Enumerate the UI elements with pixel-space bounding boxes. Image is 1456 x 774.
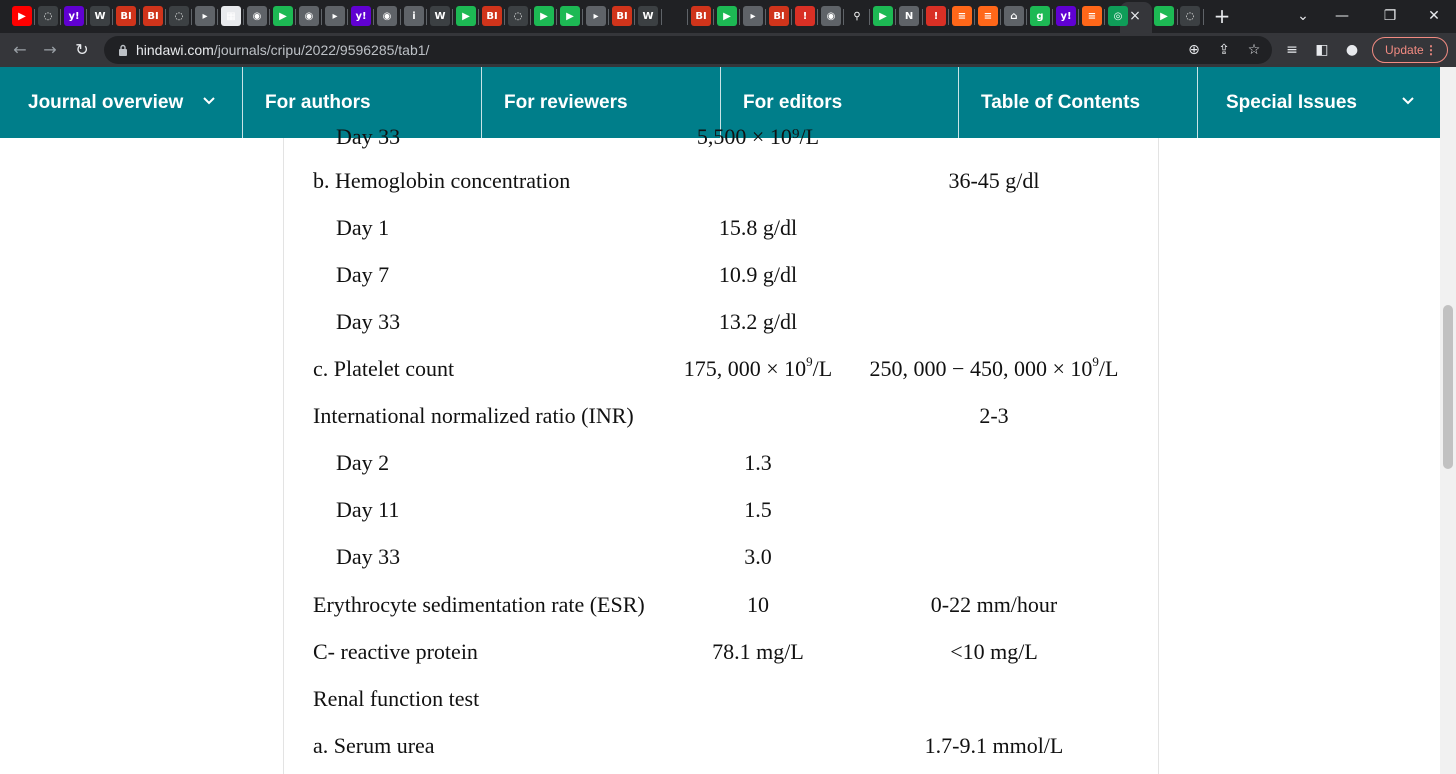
zoom-icon[interactable]: ⊕ bbox=[1188, 42, 1200, 58]
bookmark-icon[interactable]: ▸ bbox=[743, 6, 763, 26]
tab-separator bbox=[34, 9, 35, 25]
shield-icon[interactable]: ◌ bbox=[508, 6, 528, 26]
nav-journal-overview[interactable] bbox=[0, 67, 243, 138]
g-icon[interactable]: g bbox=[1030, 6, 1050, 26]
nav-label: For reviewers bbox=[504, 92, 628, 113]
shield-icon[interactable]: ◌ bbox=[38, 6, 58, 26]
row-label: Erythrocyte sedimentation rate (ESR) bbox=[313, 592, 645, 617]
tab-separator bbox=[191, 9, 192, 25]
business-insider-icon[interactable]: BI bbox=[691, 6, 711, 26]
substack-icon[interactable]: ≡ bbox=[1082, 6, 1102, 26]
bookmark-icon[interactable]: ▸ bbox=[586, 6, 606, 26]
wiki-icon[interactable]: W bbox=[430, 6, 450, 26]
table-row bbox=[284, 356, 1158, 386]
nav-label: For authors bbox=[265, 92, 371, 113]
tab-separator bbox=[634, 9, 635, 25]
back-arrow-icon[interactable]: ← bbox=[13, 40, 27, 59]
grid-icon[interactable]: ▦ bbox=[221, 6, 241, 26]
youtube-icon[interactable]: ▶ bbox=[12, 6, 32, 26]
row-label: Day 1 bbox=[336, 215, 390, 240]
table-row bbox=[284, 497, 1158, 527]
tab-separator bbox=[1104, 9, 1105, 25]
browser-tab-strip bbox=[0, 0, 1456, 33]
substack-icon[interactable]: ≡ bbox=[952, 6, 972, 26]
table-row bbox=[284, 544, 1158, 574]
tab-separator bbox=[373, 9, 374, 25]
news-icon[interactable]: N bbox=[899, 6, 919, 26]
browser-toolbar bbox=[0, 33, 1456, 67]
tab-separator bbox=[608, 9, 609, 25]
restore-icon[interactable]: ❐ bbox=[1383, 8, 1397, 24]
play-icon[interactable]: ▶ bbox=[717, 6, 737, 26]
play-icon[interactable]: ▶ bbox=[456, 6, 476, 26]
row-reference-range: 2-3 bbox=[979, 403, 1009, 428]
blank-icon[interactable] bbox=[665, 6, 685, 26]
tab-separator bbox=[452, 9, 453, 25]
tab-separator bbox=[321, 9, 322, 25]
tab-separator bbox=[739, 9, 740, 25]
tab-separator bbox=[347, 9, 348, 25]
info-icon[interactable]: i bbox=[404, 6, 424, 26]
business-insider-icon[interactable]: BI bbox=[612, 6, 632, 26]
tab-separator bbox=[582, 9, 583, 25]
row-reference-range: 1.7-9.1 mmol/L bbox=[924, 733, 1064, 758]
tab-separator bbox=[60, 9, 61, 25]
row-label: a. Serum urea bbox=[313, 733, 435, 758]
nav-special-issues[interactable] bbox=[1198, 67, 1440, 138]
row-label: Day 33 bbox=[336, 544, 401, 569]
row-value: 5,500 × 10⁹/L bbox=[696, 124, 820, 149]
update-button[interactable] bbox=[1372, 37, 1448, 63]
substack-icon[interactable]: ≡ bbox=[978, 6, 998, 26]
alert-icon[interactable]: ! bbox=[926, 6, 946, 26]
tab-separator bbox=[1177, 9, 1178, 25]
yahoo-icon[interactable]: y! bbox=[64, 6, 84, 26]
wiki-icon[interactable]: W bbox=[638, 6, 658, 26]
row-label: Day 33 bbox=[336, 309, 401, 334]
url-text bbox=[136, 42, 429, 58]
chevron-down-icon bbox=[1402, 95, 1414, 107]
globe-icon[interactable]: ◉ bbox=[821, 6, 841, 26]
table-row bbox=[284, 639, 1158, 669]
forward-arrow-icon[interactable]: → bbox=[43, 40, 57, 59]
row-value: 15.8 g/dl bbox=[718, 215, 798, 240]
value-base: 175, 000 × 10 bbox=[683, 356, 807, 381]
tab-separator bbox=[843, 9, 844, 25]
play-icon[interactable]: ▶ bbox=[273, 6, 293, 26]
tab-separator bbox=[1000, 9, 1001, 25]
tab-separator bbox=[817, 9, 818, 25]
nav-label: For editors bbox=[743, 92, 843, 113]
shield-icon[interactable]: ◌ bbox=[169, 6, 189, 26]
range-base: 250, 000 − 450, 000 × 10 bbox=[869, 356, 1093, 381]
business-insider-icon[interactable]: BI bbox=[482, 6, 502, 26]
address-bar[interactable] bbox=[104, 36, 1272, 64]
table-row bbox=[284, 215, 1158, 245]
table-row bbox=[284, 262, 1158, 292]
wiki-icon[interactable]: W bbox=[90, 6, 110, 26]
row-label: Day 2 bbox=[336, 450, 390, 475]
tab-separator bbox=[269, 9, 270, 25]
lock-icon bbox=[118, 44, 128, 56]
row-value: 1.5 bbox=[744, 497, 772, 522]
globe-icon[interactable]: ◉ bbox=[247, 6, 267, 26]
tab-separator bbox=[765, 9, 766, 25]
tab-separator bbox=[948, 9, 949, 25]
bookmark-icon[interactable]: ▸ bbox=[325, 6, 345, 26]
row-value: 13.2 g/dl bbox=[718, 309, 798, 334]
row-label: c. Platelet count bbox=[313, 356, 455, 381]
table-row bbox=[284, 168, 1158, 198]
play-icon[interactable]: ▶ bbox=[534, 6, 554, 26]
row-value bbox=[658, 356, 858, 382]
business-insider-icon[interactable]: BI bbox=[769, 6, 789, 26]
share-icon[interactable]: ⇪ bbox=[1218, 42, 1230, 58]
chevron-down-icon bbox=[203, 95, 215, 107]
tab-separator bbox=[295, 9, 296, 25]
browser-menu-icon: ⋮ bbox=[1425, 43, 1437, 57]
value-unit: /L bbox=[812, 356, 833, 381]
page-scrollbar[interactable] bbox=[1440, 67, 1456, 774]
row-value: 10 bbox=[747, 592, 769, 617]
tab-separator bbox=[112, 9, 113, 25]
play-icon[interactable]: ▶ bbox=[560, 6, 580, 26]
row-label: C- reactive protein bbox=[313, 639, 478, 664]
yahoo-icon[interactable]: y! bbox=[1056, 6, 1076, 26]
tab-separator bbox=[1078, 9, 1079, 25]
yahoo-icon[interactable]: y! bbox=[351, 6, 371, 26]
tab-separator bbox=[661, 9, 662, 25]
business-insider-icon[interactable]: BI bbox=[116, 6, 136, 26]
table-row-clipped bbox=[284, 124, 1158, 154]
nav-label: Table of Contents bbox=[981, 92, 1141, 113]
url-host: hindawi.com bbox=[136, 42, 214, 58]
tab-separator bbox=[165, 9, 166, 25]
reading-list-icon[interactable]: ≡ bbox=[1286, 42, 1298, 58]
search-icon[interactable]: ⚲ bbox=[847, 6, 867, 26]
tab-separator bbox=[556, 9, 557, 25]
tab-separator bbox=[1052, 9, 1053, 25]
tab-separator bbox=[139, 9, 140, 25]
row-reference-range: 0-22 mm/hour bbox=[930, 592, 1058, 617]
table-row bbox=[284, 686, 1158, 716]
row-label: b. Hemoglobin concentration bbox=[313, 168, 571, 193]
tab-separator bbox=[478, 9, 479, 25]
tab-separator bbox=[530, 9, 531, 25]
tab-separator bbox=[243, 9, 244, 25]
table-row bbox=[284, 309, 1158, 339]
close-tab-icon[interactable]: × bbox=[1129, 8, 1141, 24]
tab-separator bbox=[869, 9, 870, 25]
row-label: Renal function test bbox=[313, 686, 480, 711]
row-value: 10.9 g/dl bbox=[718, 262, 798, 287]
eye-icon[interactable]: ◎ bbox=[1108, 6, 1128, 26]
table-row bbox=[284, 403, 1158, 433]
tab-separator bbox=[922, 9, 923, 25]
minimize-icon[interactable]: — bbox=[1335, 8, 1349, 24]
bookmark-star-icon[interactable]: ☆ bbox=[1247, 42, 1261, 58]
tab-separator bbox=[504, 9, 505, 25]
alert-icon[interactable]: ! bbox=[795, 6, 815, 26]
tab-separator bbox=[426, 9, 427, 25]
profile-avatar-icon[interactable]: ● bbox=[1345, 42, 1359, 58]
range-exponent: 9 bbox=[1092, 354, 1099, 369]
tab-separator bbox=[791, 9, 792, 25]
row-value: 1.3 bbox=[744, 450, 772, 475]
range-unit: /L bbox=[1098, 356, 1119, 381]
nav-label: Journal overview bbox=[28, 92, 184, 113]
row-reference-range bbox=[854, 356, 1134, 382]
tab-separator bbox=[217, 9, 218, 25]
play-icon[interactable]: ▶ bbox=[873, 6, 893, 26]
tab-separator bbox=[86, 9, 87, 25]
window-close-icon[interactable]: ✕ bbox=[1428, 8, 1440, 24]
row-label: Day 11 bbox=[336, 497, 400, 522]
shield-icon[interactable]: ◌ bbox=[1180, 6, 1200, 26]
row-value: 3.0 bbox=[744, 544, 772, 569]
globe-icon[interactable]: ◉ bbox=[377, 6, 397, 26]
tab-separator bbox=[1026, 9, 1027, 25]
url-path: /journals/cripu/2022/9596285/tab1/ bbox=[213, 42, 430, 58]
table-row bbox=[284, 592, 1158, 622]
tab-search-chevron-icon[interactable]: ⌄ bbox=[1297, 8, 1309, 24]
tab-separator bbox=[1203, 9, 1204, 25]
table-row bbox=[284, 450, 1158, 480]
tab-separator bbox=[713, 9, 714, 25]
row-reference-range: 36-45 g/dl bbox=[948, 168, 1040, 193]
nav-label: Special Issues bbox=[1226, 92, 1357, 113]
table-row bbox=[284, 733, 1158, 763]
globe-icon[interactable]: ◉ bbox=[299, 6, 319, 26]
play-icon[interactable]: ▶ bbox=[1154, 6, 1174, 26]
row-label: International normalized ratio (INR) bbox=[313, 403, 634, 428]
value-exponent: 9 bbox=[806, 354, 813, 369]
tab-separator bbox=[687, 9, 688, 25]
scrollbar-thumb[interactable] bbox=[1443, 305, 1453, 469]
table-content bbox=[283, 124, 1159, 774]
update-label: Update bbox=[1385, 43, 1424, 57]
reload-icon[interactable]: ↻ bbox=[75, 40, 89, 59]
bookmark-icon[interactable]: ▸ bbox=[195, 6, 215, 26]
new-tab-button[interactable]: + bbox=[1213, 4, 1231, 28]
business-insider-icon[interactable]: BI bbox=[143, 6, 163, 26]
tab-separator bbox=[895, 9, 896, 25]
lock-icon[interactable]: ⌂ bbox=[1004, 6, 1024, 26]
row-label: Day 33 bbox=[336, 124, 401, 149]
side-panel-icon[interactable]: ◧ bbox=[1315, 42, 1329, 58]
tab-separator bbox=[974, 9, 975, 25]
row-label: Day 7 bbox=[336, 262, 390, 287]
tab-separator bbox=[400, 9, 401, 25]
row-value: 78.1 mg/L bbox=[712, 639, 804, 664]
row-reference-range: <10 mg/L bbox=[950, 639, 1038, 664]
